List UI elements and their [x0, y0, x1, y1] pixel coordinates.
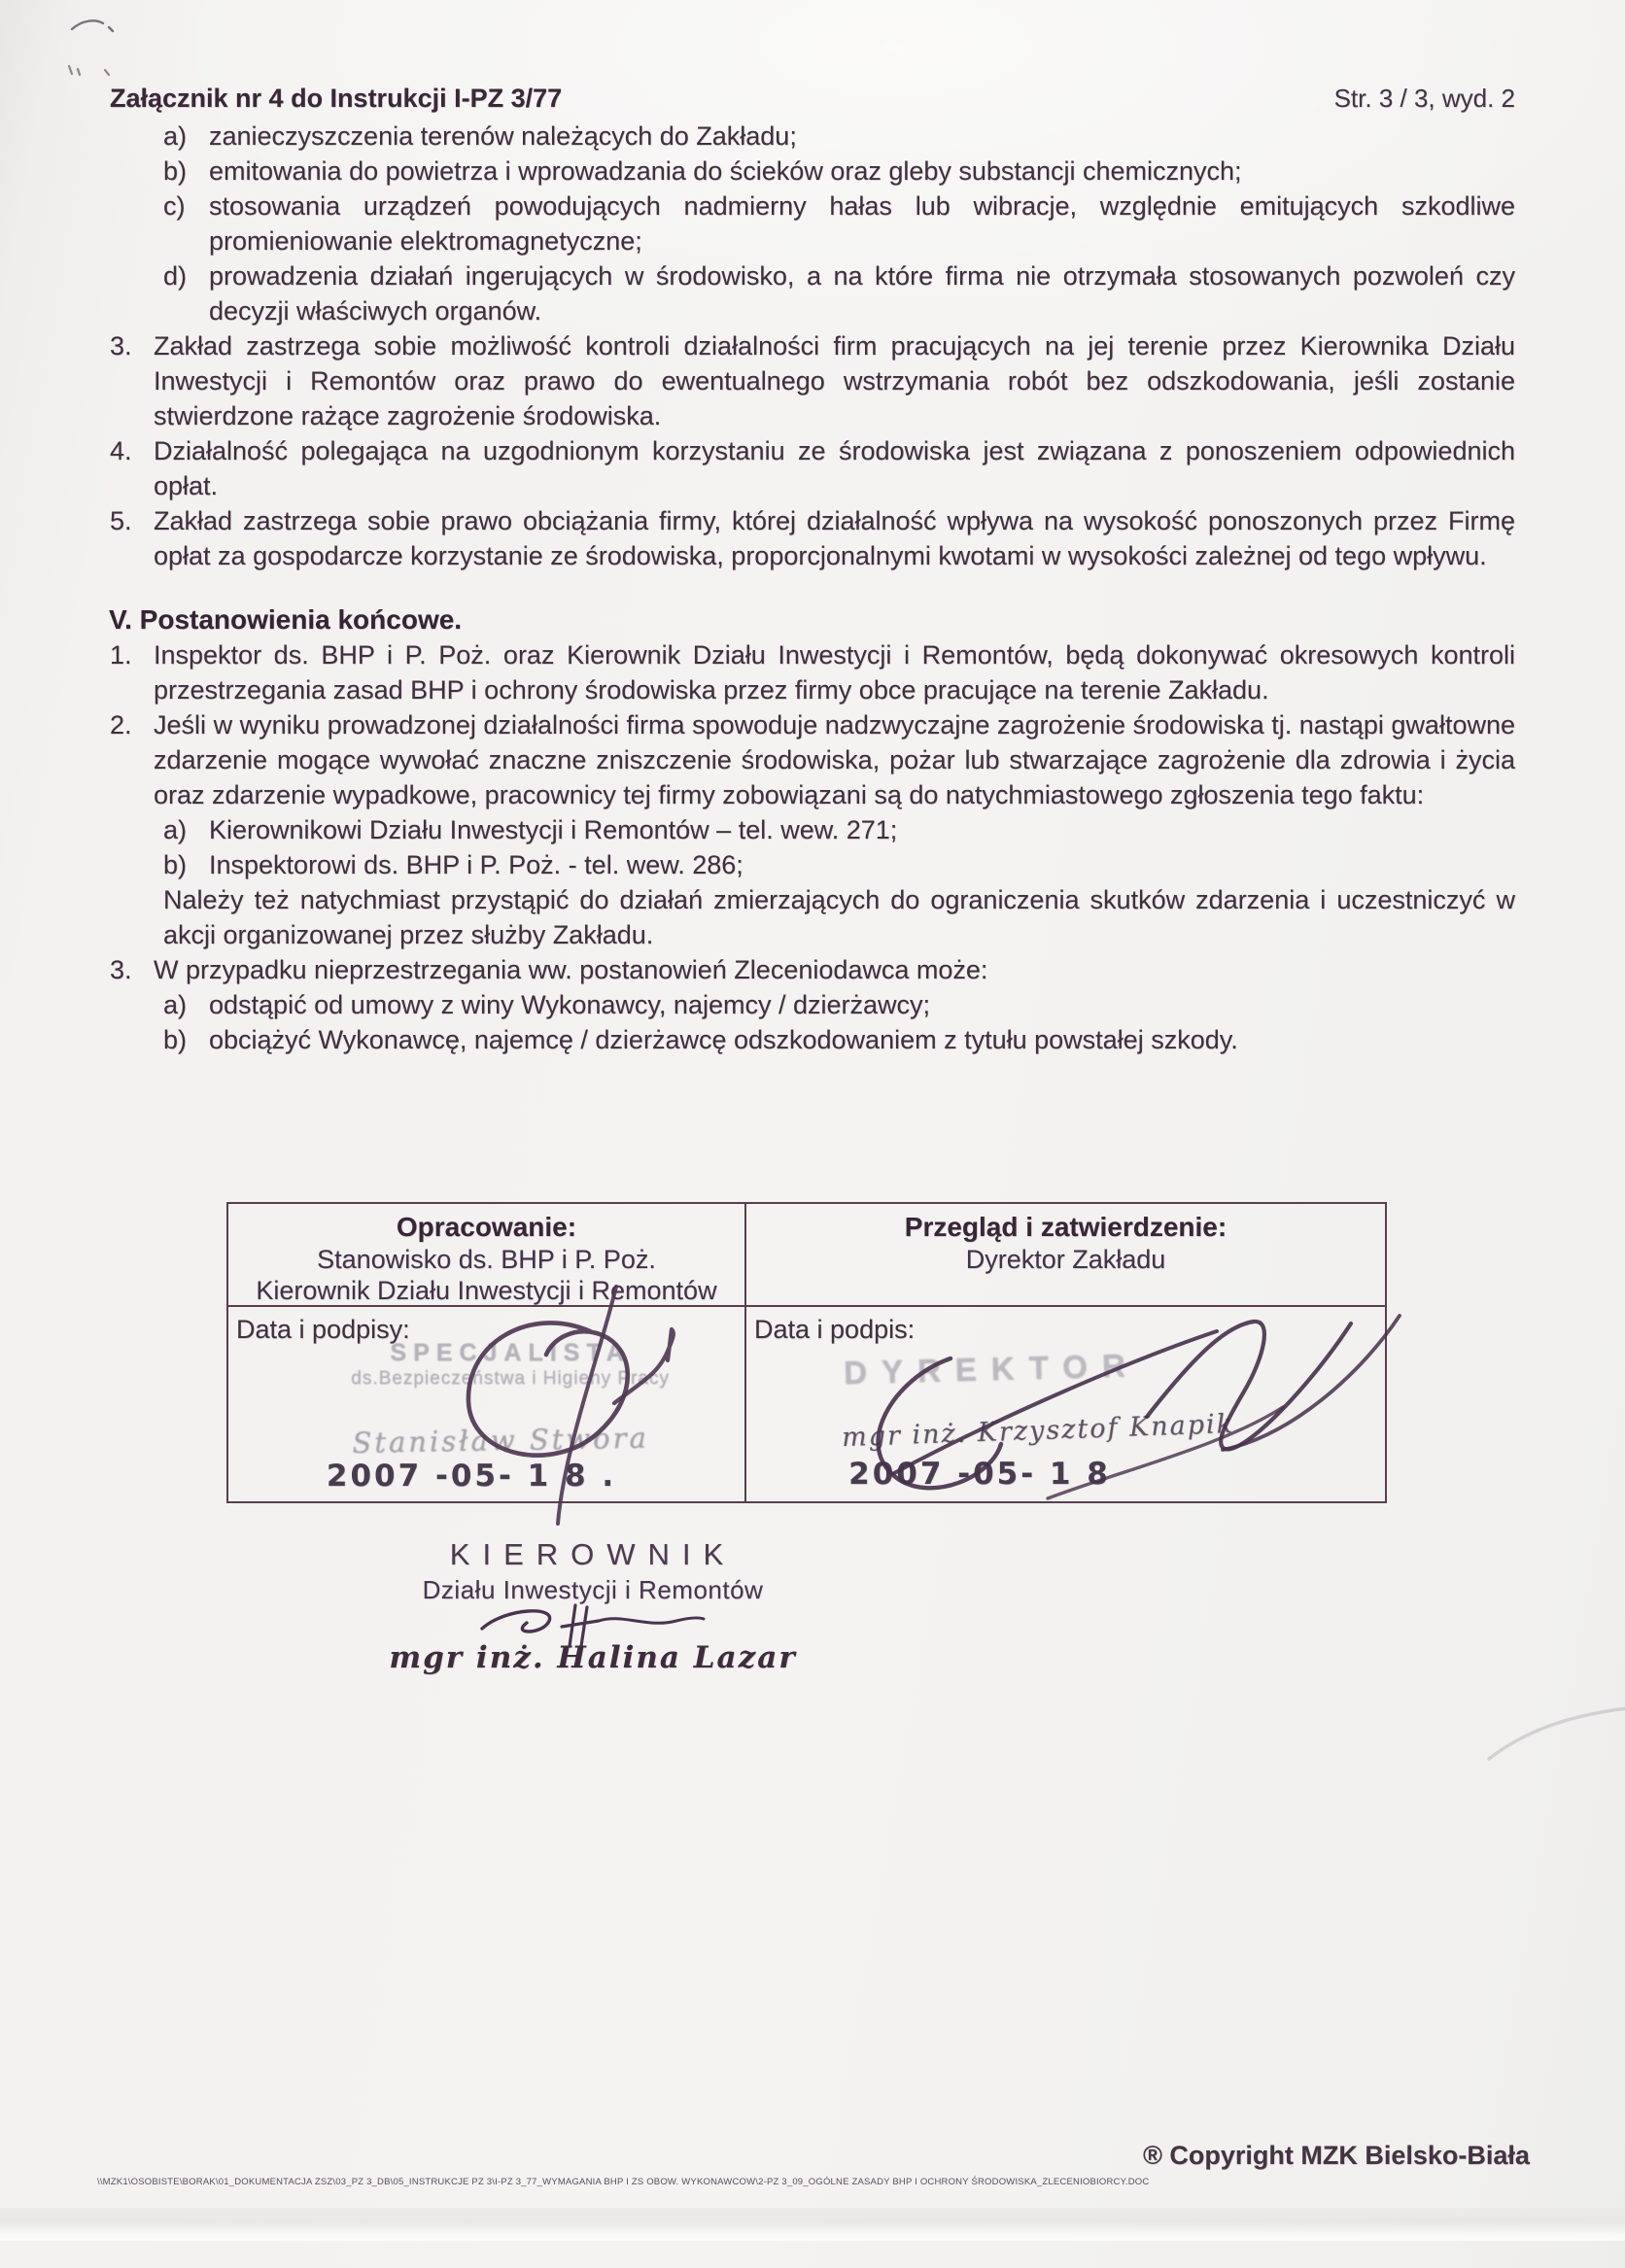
item-text: stosowania urządzeń powodujących nadmierny hałas lub wibracje, względnie emitujących szkodliwe promieniowanie elektromagnetyczne; [209, 191, 1515, 256]
item-text: Inspektorowi ds. BHP i P. Poż. - tel. wew. 286; [209, 850, 743, 879]
list-item [109, 258, 1515, 328]
file-path-footer: \\MZK1\OSOBISTE\BORAK\01_DOKUMENTACJA ZSZ\03_PZ 3_DB\05_INSTRUKCJE PZ 3\I-PZ 3_77_WYMAGANIA BHP I ZS OBOW. WYKONAWCOW\2-PZ 3_09_OGÓLNE ZASADY BHP I OCHRONY ŚRODOWISKA_ZLECENIOBIORCY.DOC [97, 2177, 1150, 2187]
list-item [109, 189, 1515, 258]
item-text: obciążyć Wykonawcę, najemcę / dzierżawcę odszkodowaniem z tytułu powstałej szkody. [209, 1025, 1238, 1054]
manager-stamp-name: mgr inż. Halina Lazar [389, 1640, 797, 1675]
opracowanie-role-1: Stanowisko ds. BHP i P. Poż. [317, 1245, 656, 1274]
item-text: Kierownikowi Działu Inwestycji i Remontów – tel. wew. 271; [209, 815, 898, 844]
item-marker: a) [163, 121, 188, 151]
date-signature-label: Data i podpis: [754, 1315, 916, 1344]
list-item [109, 847, 1515, 882]
item-text: W przypadku nieprzestrzegania ww. postanowień Zleceniodawca może: [154, 955, 988, 984]
scan-shadow-band [0, 2208, 1625, 2241]
item-marker: b) [163, 156, 188, 186]
list-item [109, 1022, 1515, 1057]
item-text: emitowania do powietrza i wprowadzania do ścieków oraz gleby substancji chemicznych; [209, 156, 1242, 186]
date-stamp-right: 2007 -05- 1 8 [848, 1457, 1111, 1492]
section-heading: V. Postanowienia końcowe. [109, 604, 463, 635]
list-item [109, 433, 1515, 503]
item-marker: c) [163, 191, 186, 221]
manager-stamp-subtitle: Działu Inwestycji i Remontów [422, 1575, 764, 1604]
opracowanie-role-2: Kierownik Działu Inwestycji i Remontów [256, 1276, 717, 1305]
item-marker: a) [163, 990, 188, 1019]
manager-stamp [321, 1537, 865, 1675]
item-marker: b) [163, 1025, 188, 1054]
specialist-stamp-line1: SPECJALISTA [390, 1339, 631, 1366]
list-item [109, 119, 1515, 154]
opracowanie-title: Opracowanie: [396, 1212, 577, 1242]
director-stamp-name: mgr inż. Krzysztof Knapik [841, 1408, 1235, 1454]
item-text: Działalność polegająca na uzgodnionym korzystaniu ze środowiska jest związana z ponoszeniem odpowiednich opłat. [154, 436, 1515, 500]
item-text: Zakład zastrzega sobie prawo obciążania firmy, której działalność wpływa na wysokość ponoszonych przez Firmę opłat za gospodarcze korzystanie ze środowiska, proporcjonalnymi kwotami w wysokości zależnej od tego wpływu. [154, 506, 1515, 570]
list-item [109, 812, 1515, 847]
item-text: Inspektor ds. BHP i P. Poż. oraz Kierownik Działu Inwestycji i Remontów, będą dokonywać okresowych kontroli przestrzegania zasad BHP i ochrony środowiska przez firmy obce pracujące na terenie Zakładu. [154, 640, 1515, 704]
director-signature [805, 1298, 1407, 1522]
item-marker: 3. [110, 331, 132, 361]
note-paragraph: Należy też natychmiast przystąpić do działań zmierzających do ograniczenia skutków zdarzenia i uczestniczyć w akcji organizowanej przez służby Zakładu. [163, 885, 1515, 949]
attachment-title: Załącznik nr 4 do Instrukcji I-PZ 3/77 [110, 84, 563, 113]
page-number: Str. 3 / 3, wyd. 2 [1333, 84, 1515, 113]
item-marker: 2. [110, 710, 132, 739]
item-text: odstąpić od umowy z winy Wykonawcy, najemcy / dzierżawcy; [209, 990, 931, 1019]
item-text: Zakład zastrzega sobie możliwość kontroli działalności firm pracujących na jej terenie przez Kierownika Działu Inwestycji i Remontów oraz prawo do ewentualnego wstrzymania robót bez odszkodowania, jeśli zostanie stwierdzone rażące zagrożenie środowiska. [154, 331, 1515, 430]
list-item [109, 503, 1515, 573]
list-item [109, 637, 1515, 707]
specialist-stamp-line2: ds.Bezpieczeństwa i Higieny Pracy [351, 1368, 670, 1389]
list-item [109, 328, 1515, 433]
item-marker: b) [163, 850, 188, 879]
item-marker: 5. [110, 506, 132, 535]
item-text: zanieczyszczenia terenów należących do Zakładu; [209, 121, 797, 151]
copyright-footer: ® Copyright MZK Bielsko-Biała [1143, 2141, 1530, 2170]
list-item [109, 154, 1515, 189]
item-marker: d) [163, 261, 188, 291]
item-text: prowadzenia działań ingerujących w środowisko, a na które firma nie otrzymała stosowanych pozwoleń czy decyzji właściwych organów. [209, 261, 1515, 326]
page-header [110, 84, 1515, 114]
cell-zatwierdzenie-header [746, 1204, 1385, 1307]
item-marker: 4. [110, 436, 132, 465]
date-signatures-label: Data i podpisy: [236, 1315, 410, 1344]
list-item [109, 707, 1515, 812]
date-stamp-left: 2007 -05- 1 8 . [326, 1459, 617, 1494]
pen-mark-top-left-2 [64, 60, 113, 82]
list-item [109, 987, 1515, 1022]
zatwierdzenie-title: Przegląd i zatwierdzenie: [904, 1212, 1227, 1242]
specialist-stamp-name: Stanisław Stwora [352, 1421, 649, 1460]
item-marker: 3. [110, 955, 132, 984]
zatwierdzenie-role: Dyrektor Zakładu [965, 1245, 1166, 1274]
pencil-swoosh-artifact [1485, 1702, 1625, 1763]
manager-stamp-title: KIEROWNIK [449, 1537, 737, 1571]
document-body [109, 119, 1515, 1057]
item-text: Jeśli w wyniku prowadzonej działalności firma spowoduje nadzwyczajne zagrożenie środowiska tj. nastąpi gwałtowne zdarzenie mogące wywołać znaczne zniszczenie środowiska, pożar lub stwarzające zagrożenie dla zdrowia i życia oraz zdarzenie wypadkowe, pracownicy tej firmy zobowiązani są do natychmiastowego zgłoszenia tego faktu: [154, 710, 1515, 809]
item-marker: 1. [110, 640, 132, 670]
specialist-signature [439, 1285, 702, 1529]
list-item [109, 952, 1515, 987]
director-stamp-title: DYREKTOR [843, 1347, 1140, 1391]
pen-mark-top-left [68, 16, 126, 41]
item-marker: a) [163, 815, 188, 844]
